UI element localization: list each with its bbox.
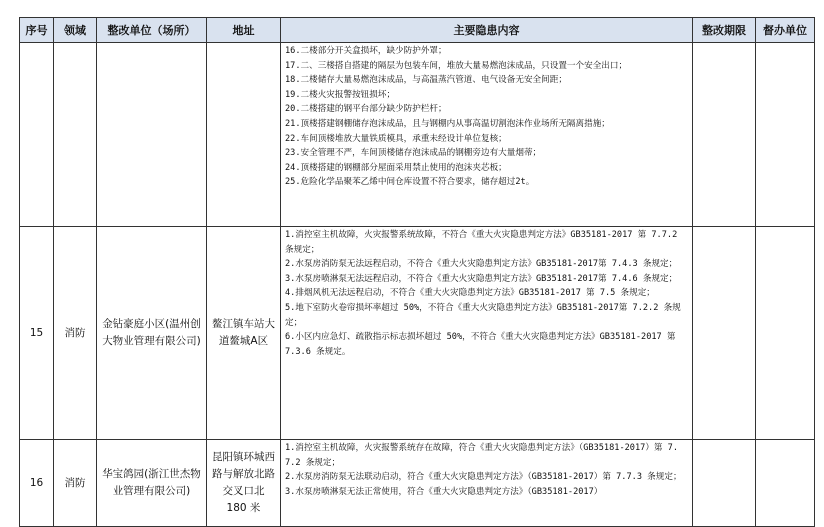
row-unit: 华宝鸽园(浙江世杰物业管理有限公司) (97, 440, 207, 527)
issue-item: 17.二、三楼搭自搭建的隔层为包装车间，堆放大量易燃泡沫成品，只设置一个安全出口； (285, 60, 628, 71)
row-deadline (693, 440, 756, 527)
issue-item: 6.小区内应急灯、疏散指示标志损坏超过 50%，不符合《重大火灾隐患判定方法》GB35181-2017 第 7.3.6 条规定。 (285, 332, 676, 357)
row-no: 15 (20, 227, 54, 440)
row-supervisor (756, 440, 815, 527)
issue-item: 5.地下室防火卷帘损坏率超过 50%，不符合《重大火灾隐患判定方法》GB35181-2017第 7.2.2 条规定； (285, 302, 681, 328)
row-address (207, 43, 281, 227)
row-issues (281, 43, 693, 227)
row-unit: 金钻豪庭小区(温州创大物业管理有限公司) (97, 227, 207, 440)
row-no (20, 43, 54, 227)
header-unit: 整改单位（场所） (97, 18, 207, 43)
row-field (54, 43, 97, 227)
row-address: 鳌江镇车站大道鳌城A区 (207, 227, 281, 440)
issue-item: 23.安全管理不严，车间顶楼储存泡沫成品的钢棚旁边有大量烟蒂； (285, 148, 542, 159)
issue-item: 16.二楼部分开关盒损坏，缺少防护外罩； (285, 46, 447, 56)
row-field: 消防 (54, 440, 97, 527)
issue-item: 21.顶楼搭建钢棚储存泡沫成品，且与钢棚内从事高温切割泡沫作业场所无隔离措施； (285, 118, 610, 129)
issue-item: 19.二楼火灾报警按钮损坏； (285, 89, 396, 100)
header-supervisor: 督办单位 (756, 18, 815, 43)
header-issues: 主要隐患内容 (281, 18, 693, 43)
row-deadline (693, 43, 756, 227)
hazard-table (19, 17, 815, 527)
header-no: 序号 (20, 18, 54, 43)
row-no: 16 (20, 440, 54, 527)
row-issues (281, 440, 693, 527)
header-row (20, 18, 815, 43)
issue-item: 20.二楼搭建的钢平台部分缺少防护栏杆； (285, 104, 447, 115)
issue-item: 18.二楼储存大量易燃泡沫成品，与高温蒸汽管道、电气设备无安全间距； (285, 75, 567, 86)
issue-item: 2.水泵房消防泵无法远程启动，不符合《重大火灾隐患判定方法》GB35181-2017第 7.4.3 条规定； (285, 259, 678, 270)
row-issues (281, 227, 693, 440)
issue-item: 24.顶楼搭建的钢棚部分屋面采用禁止使用的泡沫夹芯板； (285, 162, 507, 173)
issue-item: 1.消控室主机故障，火灾报警系统存在故障，符合《重大火灾隐患判定方法》（GB35181-2017）第 7.7.2 条规定； (285, 443, 679, 468)
header-address: 地址 (207, 18, 281, 43)
row-unit (97, 43, 207, 227)
table-row (20, 227, 815, 440)
issue-item: 25.危险化学品聚苯乙烯中间仓库设置不符合要求，储存超过2t。 (285, 177, 535, 188)
row-supervisor (756, 227, 815, 440)
header-deadline: 整改期限 (693, 18, 756, 43)
issue-item: 1.消控室主机故障，火灾报警系统故障，不符合《重大火灾隐患判定方法》GB35181-2017 第 7.7.2 条规定； (285, 230, 678, 255)
header-field: 领域 (54, 18, 97, 43)
row-field: 消防 (54, 227, 97, 440)
table-row (20, 43, 815, 227)
issue-item: 22.车间顶楼堆放大量铁质模具，承重未经设计单位复核； (285, 133, 507, 144)
issue-item: 4.排烟风机无法远程启动，不符合《重大火灾隐患判定方法》GB35181-2017 第 7.5 条规定； (285, 288, 655, 299)
row-address: 昆阳镇环城西路与解放北路交叉口北 180 米 (207, 440, 281, 527)
issue-item: 2.水泵房消防泵无法联动启动，符合《重大火灾隐患判定方法》（GB35181-2017）第 7.7.3 条规定； (285, 472, 682, 483)
table-row (20, 440, 815, 527)
row-supervisor (756, 43, 815, 227)
row-deadline (693, 227, 756, 440)
issue-item: 3.水泵房喷淋泵无法正常使用，符合《重大火灾隐患判定方法》（GB35181-2017） (285, 486, 603, 497)
issue-item: 3.水泵房喷淋泵无法远程启动，不符合《重大火灾隐患判定方法》GB35181-2017第 7.4.6 条规定； (285, 273, 678, 284)
